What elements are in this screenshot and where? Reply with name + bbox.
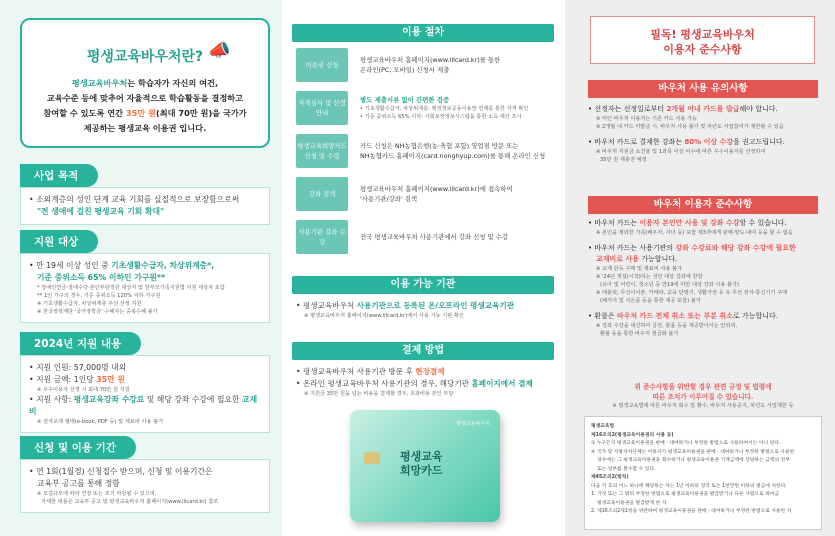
procedure-step bbox=[296, 218, 558, 256]
rules-body bbox=[588, 218, 818, 338]
rules-note: 환불 등을 통한 바우처 현금화 불가 bbox=[600, 331, 679, 337]
intro-text: 제공하는 평생교육 이용권 입니다. bbox=[83, 123, 207, 133]
apply-text: 교육부 공고를 통해 정함 bbox=[37, 479, 120, 488]
support-text: • 지원 사항: bbox=[29, 395, 74, 404]
rules-header: 바우처 이용자 준수사항 bbox=[588, 196, 818, 214]
card-title bbox=[400, 450, 443, 478]
notice-note: 35만 원 재충전 예정 bbox=[600, 157, 647, 163]
support-text: • 지원 인원: 57,000명 내외 bbox=[29, 363, 127, 372]
apply-section bbox=[20, 436, 270, 513]
target-note: ※ 기초생활수급자, 차상위계층 우선 선정 지원 bbox=[37, 301, 142, 307]
support-highlight: 교재비 bbox=[29, 395, 258, 416]
institutions-body bbox=[292, 296, 554, 324]
notice-note: ※ 2개월 내 카드 미발급 시, 바우처 사용 불가 및 차년도 사업참여가 제한될 수 있음 bbox=[596, 124, 784, 130]
notice-note: ※ 바우처 지원금 소진율 및 1과목 이상 이수에 따른 우수이용자를 선정하여 bbox=[596, 149, 766, 155]
step-text: 별도 제출서류 없이 간편한 검증 bbox=[360, 96, 450, 104]
rules-note: ※ 태블릿, 무선이어폰, 카메라, 교육 단말기, 생활가전 등 유·무선 전자·통신기기 구매 bbox=[596, 290, 788, 296]
law-article: 제16조의2(평생교육이용권의 사용 등) bbox=[591, 432, 674, 438]
target-text: • 만 19세 이상 성인 중 bbox=[29, 261, 112, 270]
section-header: 지원 대상 bbox=[20, 230, 98, 253]
rules-highlight: 이용자 본인만 사용 및 강좌 수강 bbox=[639, 219, 740, 227]
support-highlight: 평생교육강좌 수강료 bbox=[73, 395, 145, 404]
law-title: 평생교육법 bbox=[591, 424, 615, 429]
step-text: 평생교육바우처 홈페이지(www.lllcard.kr)에 접속하여 bbox=[360, 185, 513, 193]
step-text: '사용기관/강좌' 검색 bbox=[360, 195, 418, 203]
law-text: ① 누구든지 평생교육이용권을 판매 · 대여하거나 부정한 방법으로 사용하여서는 아니 된다. bbox=[591, 441, 781, 446]
section-body bbox=[20, 459, 270, 513]
law-text: ④ 국가 및 지방자치단체는 이용자가 평생교육이용권을 판매 · 대여하거나 부정한 방법으로 사용한 bbox=[591, 449, 795, 455]
law-article: 제45조의2(벌칙) bbox=[591, 475, 629, 480]
rules-note: ※ 본인을 제외한 가족(배우자, 자녀 등) 포함 제3자에게 판매·양도·대여 등을 할 수 없음 bbox=[596, 230, 793, 236]
step-text: 온라인(PC, 모바일) 신청서 제출 bbox=[360, 66, 450, 74]
law-text: 2. 제16조의2제1항을 위반하여 평생교육이용권을 판매 · 대여하거나 부정한 방법으로 사용한 자 bbox=[591, 509, 792, 514]
step-tag: 이용권 신청 bbox=[296, 48, 348, 82]
step-tag: 강좌 검색 bbox=[296, 177, 348, 211]
law-text: 또는 일부를 환수할 수 있다. bbox=[597, 466, 656, 472]
purpose-section bbox=[20, 164, 270, 225]
compliance-title: 이용자 준수사항 bbox=[663, 43, 742, 56]
apply-note: ※ 모집규모에 따라 연장 또는 조기 마감될 수 있으며, bbox=[37, 491, 157, 497]
card-brand: 평생교육바우처 bbox=[456, 421, 490, 427]
procedure-header: 이용 절차 bbox=[292, 24, 554, 42]
megaphone-icon: 📣 bbox=[208, 40, 231, 61]
intro-text: (최대 70만 원)을 국가가 bbox=[155, 108, 247, 118]
notice-text: • 선정자는 선정일로부터 bbox=[588, 105, 667, 113]
section-header: 2024년 지원 내용 bbox=[20, 332, 141, 355]
support-note: ※ 우수이용자 선정 시 최대 70만 원 지원 bbox=[37, 387, 130, 393]
purpose-highlight: "전 생애에 걸친 평생교육 기회 확대" bbox=[37, 207, 165, 216]
rules-text: • 환불은 bbox=[588, 312, 617, 320]
support-note: ※ 전자교재 형태(e-book, PDF 등) 및 재료비 사용 불가 bbox=[37, 419, 164, 425]
notice-header: 바우처 사용 유의사항 bbox=[588, 80, 818, 98]
intro-text: 교육수준 등에 맞추어 자율적으로 학습활동을 결정하고 bbox=[46, 93, 244, 103]
institutions-text: • 평생교육바우처 bbox=[296, 301, 357, 310]
intro-title: 평생교육바우처란? bbox=[86, 49, 204, 65]
warning-text: 위 준수사항을 위반할 경우 관련 규정 및 법령에 bbox=[634, 383, 772, 391]
card-title-line: 희망카드 bbox=[400, 464, 443, 477]
step-note: • 기준 중위소득 65% 이하: 사회보장정보시스템을 통한 소득·재산 조사 bbox=[360, 114, 522, 120]
intro-amount: 35만 원 bbox=[125, 108, 156, 118]
procedure-step bbox=[296, 89, 558, 127]
step-text: 평생교육바우처 홈페이지(www.lllcard.kr)를 통한 bbox=[360, 56, 501, 64]
support-section bbox=[20, 332, 270, 433]
step-text: NH농협카드 홈페이지(card.nonghyup.com)를 통해 온라인 신청 bbox=[360, 152, 546, 160]
support-text: 및 해당 강좌 수강에 필요한 bbox=[144, 395, 243, 404]
rules-note: ※ 강좌 수강을 대신하여 금전, 물품 등을 제공받아서는 안되며, bbox=[596, 323, 738, 329]
rules-note: ※ 교재 단독 구매 및 재료비 사용 불가 bbox=[596, 266, 683, 272]
procedure-step bbox=[296, 175, 558, 213]
support-amount: 35만 원 bbox=[96, 375, 125, 384]
notice-highlight: 2개월 이내 카드를 발급 bbox=[666, 105, 740, 113]
apply-note: 자세한 내용은 교육부 공고 및 평생교육바우처 홈페이지(www.lllcard.kr) 참조 bbox=[41, 499, 219, 505]
payment-highlight: 홈페이지에서 결제 bbox=[471, 379, 533, 388]
notice-text: 을 권고드립니다. bbox=[733, 138, 785, 146]
intro-text: 참여할 수 있도록 연간 bbox=[43, 108, 124, 118]
law-text: 1. 거짓 또는 그 밖의 부정한 방법으로 평생교육이용권을 발급받거나 다른 사람으로 하여금 bbox=[591, 492, 780, 497]
target-highlight: 기초생활수급자, 차상위계층*, bbox=[111, 261, 215, 270]
notice-note: ※ 미인 바우처 이용자는 기존 카드 사용 가능 bbox=[596, 116, 698, 122]
institutions-header: 이용 가능 기관 bbox=[292, 276, 554, 294]
rules-highlight: 교재비로 사용 bbox=[596, 255, 640, 263]
step-text: 전국 평생교육바우처 사용기관에서 강좌 신청 및 수강 bbox=[360, 233, 509, 241]
institutions-highlight: 사용기관으로 등록된 온/오프라인 평생교육기관 bbox=[356, 301, 515, 310]
payment-header: 결제 방법 bbox=[292, 342, 554, 360]
law-text: 다음 각 호의 어느 하나에 해당하는 자는 1년 이하의 징역 또는 1천만원 이하의 벌금에 처한다. bbox=[591, 483, 787, 489]
compliance-title-box bbox=[590, 16, 815, 64]
notice-highlight: 80% 이상 수강 bbox=[684, 138, 734, 146]
target-note: * 장애인연금·장애수당·본인부담경감 대상자 및 한부모가족지원법 지원 대상자 포함 bbox=[37, 285, 225, 291]
procedure-steps bbox=[296, 46, 558, 261]
rules-text: 가능합니다. bbox=[639, 255, 678, 263]
section-header: 신청 및 이용 기간 bbox=[20, 436, 136, 459]
apply-text: • 연 1회(1월경) 신청접수 받으며, 신청 및 이용기간은 bbox=[29, 467, 213, 476]
rules-note: (유아 및 어린이, 청소년 등 만19세 미만 대상 강좌 사용 불가) bbox=[600, 282, 740, 288]
payment-body bbox=[292, 362, 554, 402]
section-body bbox=[20, 355, 270, 433]
notice-body bbox=[588, 104, 818, 164]
notice-text: 해야 합니다. bbox=[739, 105, 778, 113]
rules-text: • 바우처 카드는 사용기관의 bbox=[588, 244, 676, 252]
card-title-line: 평생교육 bbox=[400, 450, 443, 463]
section-body bbox=[20, 253, 270, 323]
payment-highlight: 현장결제 bbox=[415, 367, 445, 376]
card-chip-icon bbox=[364, 452, 380, 464]
target-note: ** 1인 가구의 경우, 기준 중위소득 120% 이하 가구원 bbox=[37, 293, 161, 299]
payment-text: • 온라인 평생교육바우처 사용기관의 경우, 해당기관 bbox=[296, 379, 472, 388]
step-tag: 평생교육희망카드 신청 및 수령 bbox=[296, 134, 348, 168]
purpose-text: • 소외계층의 성인 단계 교육 기회를 실질적으로 보장함으로써 bbox=[29, 195, 240, 204]
target-note: ※ 한국장학재단 '국가장학금' 수혜자는 중복수혜 불가 bbox=[37, 309, 158, 315]
procedure-step bbox=[296, 132, 558, 170]
target-highlight: 기준 중위소득 65% 이하인 가구원** bbox=[37, 273, 166, 282]
step-note: • 기초생활수급자, 차상위계층: 행정정보공동이용망 연계를 통한 자격 확인 bbox=[360, 106, 529, 112]
law-excerpt-box bbox=[584, 416, 822, 530]
rules-note: (패키지 및 사은품 등을 통한 제공 포함) 불가 bbox=[600, 298, 701, 304]
rules-text: • 바우처 카드는 bbox=[588, 219, 640, 227]
notice-text: • 바우처 카드로 결제한 강좌는 bbox=[588, 138, 685, 146]
section-body bbox=[20, 187, 270, 225]
intro-text: 는 학습자가 자신의 여건, bbox=[127, 78, 219, 88]
payment-note: ※ 지원금 35만 원을 넘는 비용을 결제할 경우, 초과비용 본인 부담 bbox=[304, 391, 454, 397]
section-header: 사업 목적 bbox=[20, 164, 98, 187]
rules-highlight: 강좌 수강료와 해당 강좌 수강에 필요한 bbox=[675, 244, 796, 252]
warning-text: 따른 조치가 이루어질 수 있습니다. bbox=[652, 393, 754, 401]
institutions-note: ※ 평생교육바우처 홈페이지(www.lllcard.kr)에서 사용 가능 기관 확인 bbox=[304, 313, 464, 319]
rules-note: ※ '24년 개설(시작)하는 성인 대상 강좌에 한함 bbox=[596, 274, 703, 280]
payment-text: • 평생교육바우처 사용기관 방문 후 bbox=[296, 367, 416, 376]
law-text: 평생교육이용권을 발급받게 한 자 bbox=[597, 500, 667, 506]
step-tag: 사용기관 강좌 수강 bbox=[296, 220, 348, 254]
intro-body bbox=[22, 76, 268, 136]
procedure-step bbox=[296, 46, 558, 84]
voucher-card-image bbox=[350, 410, 500, 522]
step-text: 카드 신청은 NH농협은행(농·축협 포함) 영업점 방문 또는 bbox=[360, 142, 519, 150]
intro-term: 평생교육바우처 bbox=[71, 78, 128, 88]
compliance-title: 필독! 평생교육바우처 bbox=[650, 28, 755, 41]
law-text: 경우에는 그 평생교육이용권을 회수하거나 평생교육이용권 기재금액에 상당하는 금액의 전부 bbox=[597, 458, 790, 463]
target-section bbox=[20, 230, 270, 323]
warning-note: ※ 평생교육법에 따른 바우처 회수 및 환수, 바우처 사용중지, 차년도 사업제한 등 bbox=[612, 403, 794, 409]
rules-highlight: 바우처 카드 전체 취소 또는 부분 취소 bbox=[616, 312, 733, 320]
step-tag: 자격심사 및 선정 안내 bbox=[296, 91, 348, 125]
support-text: • 지원 금액: 1인당 bbox=[29, 375, 97, 384]
warning-block bbox=[588, 382, 818, 410]
rules-text: 로 가능합니다. bbox=[732, 312, 778, 320]
intro-box bbox=[20, 18, 270, 148]
rules-text: 할 수 있습니다. bbox=[739, 219, 787, 227]
